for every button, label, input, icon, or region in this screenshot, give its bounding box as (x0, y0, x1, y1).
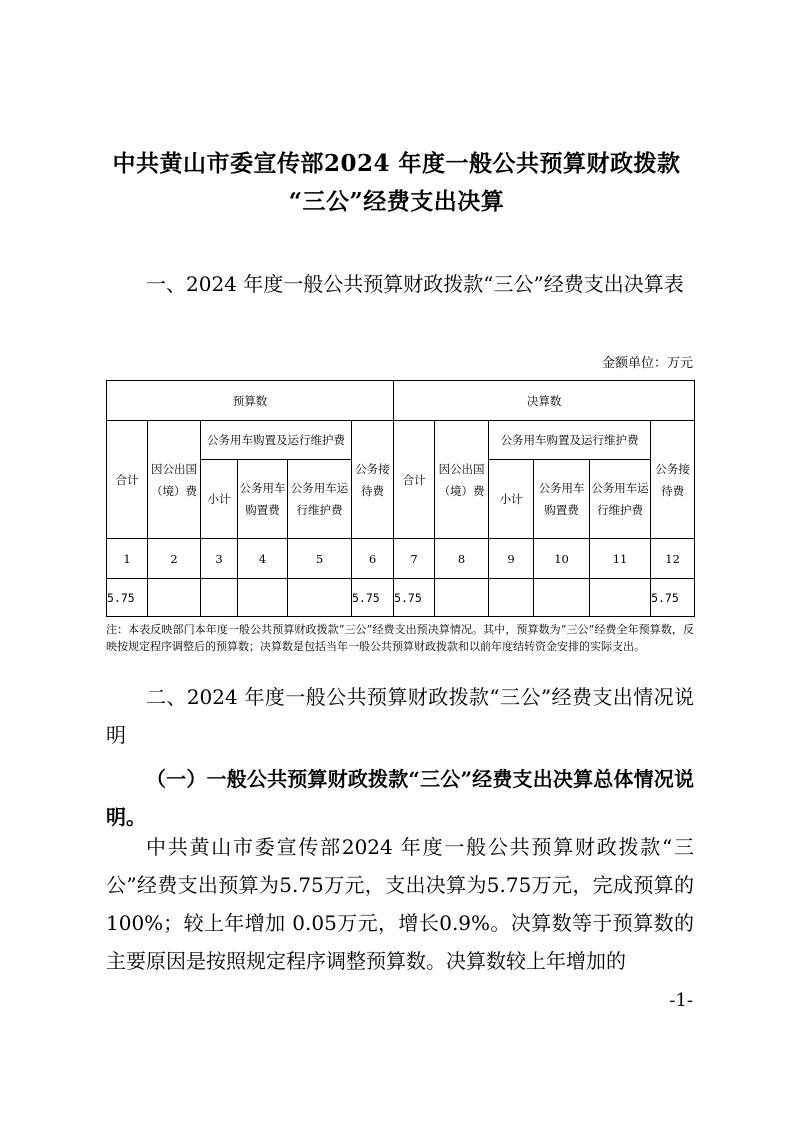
index-cell: 11 (590, 539, 651, 579)
col-subtotal-budget: 小计 (201, 460, 238, 539)
index-cell: 2 (148, 539, 201, 579)
index-cell: 9 (489, 539, 534, 579)
col-vehicle-group-final: 公务用车购置及运行维护费 (489, 421, 651, 460)
value-cell (590, 579, 651, 617)
col-purchase-final: 公务用车购置费 (534, 460, 590, 539)
table-index-row (107, 539, 695, 579)
index-cell: 1 (107, 539, 148, 579)
value-cell (534, 579, 590, 617)
value-cell: 5.75 (107, 579, 148, 617)
index-cell: 12 (651, 539, 695, 579)
value-cell (489, 579, 534, 617)
value-cell (238, 579, 288, 617)
value-cell: 5.75 (394, 579, 435, 617)
page-number: -1- (669, 990, 693, 1011)
value-cell (288, 579, 352, 617)
value-cell (201, 579, 238, 617)
index-cell: 6 (352, 539, 394, 579)
col-abroad-final: 因公出国（境）费 (435, 421, 489, 539)
index-cell: 4 (238, 539, 288, 579)
value-cell (148, 579, 201, 617)
index-cell: 10 (534, 539, 590, 579)
index-cell: 5 (288, 539, 352, 579)
col-reception-final: 公务接待费 (651, 421, 695, 539)
col-purchase-budget: 公务用车购置费 (238, 460, 288, 539)
index-cell: 7 (394, 539, 435, 579)
subsection1-heading: （一）一般公共预算财政拨款“三公”经费支出决算总体情况说明。 (106, 767, 694, 829)
col-operation-budget: 公务用车运行维护费 (288, 460, 352, 539)
col-reception-budget: 公务接待费 (352, 421, 394, 539)
table-group-header-row (107, 381, 695, 421)
section1-heading: 一、2024 年度一般公共预算财政拨款“三公”经费支出决算表 (146, 272, 684, 296)
section2-heading: 二、2024 年度一般公共预算财政拨款“三公”经费支出情况说明 (106, 685, 694, 747)
col-vehicle-group-budget: 公务用车购置及运行维护费 (201, 421, 352, 460)
three-public-expense-table (106, 380, 695, 617)
col-operation-final: 公务用车运行维护费 (590, 460, 651, 539)
table-value-row (107, 579, 695, 617)
table-header-row (107, 421, 695, 460)
index-cell: 8 (435, 539, 489, 579)
unit-label: 金额单位：万元 (601, 356, 693, 371)
col-subtotal-final: 小计 (489, 460, 534, 539)
col-abroad-budget: 因公出国（境）费 (148, 421, 201, 539)
value-cell (435, 579, 489, 617)
document-title-line2: “三公”经费支出决算 (288, 188, 505, 215)
group-final-header: 决算数 (394, 381, 695, 421)
index-cell: 3 (201, 539, 238, 579)
col-total-budget: 合计 (107, 421, 148, 539)
col-total-final: 合计 (394, 421, 435, 539)
group-budget-header: 预算数 (107, 381, 394, 421)
body-paragraph: 中共黄山市委宣传部2024 年度一般公共预算财政拨款“三公”经费支出预算为5.75万元，支出决算为5.75万元，完成预算的100%；较上年增加 0.05万元，增长0.9%。决算数等于预算数的主要原因是按照规定程序调整预算数。决算数较上年增加的 (106, 835, 694, 973)
value-cell: 5.75 (352, 579, 394, 617)
value-cell: 5.75 (651, 579, 695, 617)
document-title-line1: 中共黄山市委宣传部2024 年度一般公共预算财政拨款 (112, 150, 681, 177)
table-note: 注：本表反映部门本年度一般公共预算财政拨款“三公”经费支出预决算情况。其中，预算数为“三公”经费全年预算数，反映按规定程序调整后的预算数；决算数是包括当年一般公共预算财政拨款和以前年度结转资金安排的实际支出。 (106, 623, 694, 653)
